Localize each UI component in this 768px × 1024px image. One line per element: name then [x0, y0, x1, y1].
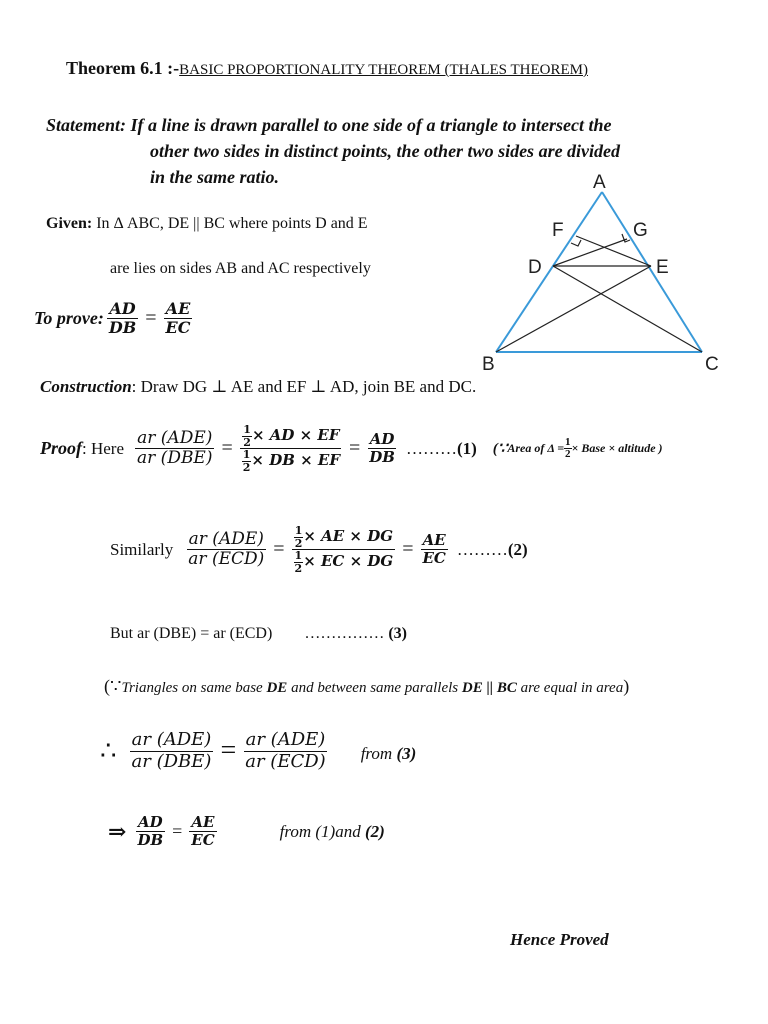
- numerator: AD: [369, 429, 395, 448]
- two: 2: [294, 561, 303, 575]
- half-fraction: [294, 550, 304, 574]
- equation-tag-3: (3): [388, 625, 407, 642]
- conclusion: Hence Proved: [510, 930, 609, 949]
- two: 2: [565, 448, 571, 461]
- numerator: AE: [191, 813, 215, 831]
- proof-label: Proof: [40, 438, 82, 459]
- reason-text: and between same parallels: [287, 680, 462, 696]
- half-fraction: [242, 449, 252, 473]
- reference-note: [280, 822, 385, 842]
- fraction-half-products: [240, 424, 342, 473]
- equation-tag-2: (2): [507, 539, 528, 559]
- label-F: F: [552, 220, 564, 241]
- one: 1: [294, 524, 303, 537]
- equals-sign: =: [221, 437, 233, 460]
- two: 2: [294, 536, 303, 550]
- fraction-area-ratio: [186, 530, 266, 570]
- proof-here: : Here: [82, 438, 125, 458]
- similarly-label: Similarly: [110, 539, 174, 559]
- half-fraction: [242, 424, 252, 448]
- theorem-title: [66, 58, 588, 79]
- reason-text: Area of Δ =: [507, 441, 565, 456]
- from-text: from: [360, 744, 397, 763]
- fraction-right: [189, 814, 216, 850]
- theorem-number: Theorem 6.1 :-: [66, 58, 180, 78]
- numerator: AE: [422, 530, 446, 549]
- triangle-figure: [470, 170, 740, 375]
- fraction-result: [367, 431, 397, 467]
- from-text: from (1)and: [279, 821, 365, 841]
- dots: ……………: [304, 625, 389, 642]
- two: 2: [243, 435, 251, 449]
- denominator: ar (ECD): [188, 549, 265, 570]
- numerator: [292, 525, 395, 550]
- denominator: ar (ECD): [245, 750, 326, 772]
- reason-rest: × Base × altitude ): [571, 441, 663, 456]
- proof-equation-1: [40, 424, 663, 473]
- reference-tag: (3): [396, 744, 417, 763]
- construction-lines: [496, 234, 702, 352]
- equals-sign: =: [402, 538, 414, 561]
- numerator: ar (ADE): [188, 528, 264, 549]
- numerator: AE: [165, 299, 191, 318]
- reference-note: [361, 744, 417, 764]
- implies-symbol: ⇒: [108, 818, 127, 844]
- proof-equation-2: [110, 525, 528, 574]
- construction: [40, 377, 476, 397]
- reason-area-formula: [493, 437, 663, 461]
- given-line2: are lies on sides AB and AC respectively: [110, 260, 371, 277]
- construction-text: : Draw DG ⊥ AE and EF ⊥ AD, join BE and DC.: [131, 377, 477, 396]
- to-prove: [34, 300, 195, 338]
- therefore-symbol: ∴: [100, 736, 117, 766]
- reason-text: Triangles on same base: [121, 680, 267, 696]
- denominator: EC: [165, 318, 191, 338]
- label-C: C: [705, 354, 719, 375]
- product: × AE × DG: [303, 527, 394, 546]
- numerator: [240, 424, 341, 449]
- parallels-de-bc: DE || BC: [461, 680, 517, 696]
- label-B: B: [482, 354, 495, 375]
- equals-sign: =: [349, 437, 361, 460]
- close-paren: ): [623, 676, 630, 696]
- one: 1: [565, 435, 571, 448]
- fraction-area-ratio: [135, 429, 214, 469]
- to-prove-label: To prove:: [34, 308, 104, 329]
- product: × DB × EF: [251, 451, 340, 470]
- dots: ………: [456, 539, 508, 559]
- triangle-outline: [496, 192, 702, 352]
- denominator: ar (DBE): [131, 750, 212, 772]
- denominator: DB: [369, 448, 395, 467]
- fraction-right: [243, 730, 327, 772]
- one: 1: [243, 423, 251, 436]
- equation-tag-1: (1): [456, 438, 477, 458]
- denominator: ar (DBE): [137, 448, 213, 469]
- product: × EC × DG: [303, 552, 394, 571]
- theorem-name: BASIC PROPORTIONALITY THEOREM (THALES THEOREM): [179, 62, 588, 78]
- dots: ………: [405, 438, 457, 458]
- numerator: ar (ADE): [137, 427, 213, 448]
- to-prove-lhs: [107, 300, 138, 338]
- equals-sign: =: [220, 735, 237, 767]
- fraction-result: [420, 532, 447, 568]
- fraction-left: [130, 730, 214, 772]
- fraction-left: [135, 814, 165, 850]
- half-fraction: [564, 437, 572, 461]
- numerator: ar (ADE): [245, 729, 326, 750]
- numerator: AD: [137, 813, 163, 831]
- statement-label: Statement:: [46, 115, 126, 135]
- denominator: EC: [422, 549, 446, 568]
- equals-sign: =: [145, 307, 157, 330]
- one: 1: [294, 549, 303, 563]
- two: 2: [242, 460, 251, 474]
- given-line1: In Δ ABC, DE || BC where points D and E: [96, 215, 368, 232]
- proof-equation-3: [110, 625, 407, 643]
- statement-line3: in the same ratio.: [150, 167, 280, 187]
- because-symbol: (∵: [104, 676, 122, 696]
- denominator: DB: [108, 318, 137, 338]
- to-prove-rhs: [164, 300, 193, 338]
- statement-line1: If a line is drawn parallel to one side of a triangle to intersect the: [130, 115, 612, 135]
- because-symbol: (∵: [492, 441, 508, 458]
- numerator: ar (ADE): [131, 729, 212, 750]
- but-statement: But ar (DBE) = ar (ECD): [110, 625, 273, 642]
- half-fraction: [294, 525, 304, 549]
- implies-equation: [108, 814, 385, 850]
- base-de: DE: [266, 680, 288, 696]
- product: × AD × EF: [251, 426, 340, 445]
- given: [46, 215, 368, 233]
- numerator: AD: [109, 299, 136, 318]
- fraction-half-products: [292, 525, 396, 574]
- denominator: [240, 449, 342, 473]
- one: 1: [242, 448, 251, 462]
- label-A: A: [593, 172, 606, 193]
- construction-label: Construction: [40, 377, 132, 396]
- reference-tag: (2): [364, 821, 385, 841]
- label-G: G: [633, 220, 648, 241]
- denominator: DB: [137, 831, 164, 850]
- denominator: [292, 550, 396, 574]
- reason-equal-areas: [104, 676, 629, 697]
- equals-sign: =: [273, 538, 285, 561]
- denominator: EC: [191, 831, 215, 850]
- reason-text: are equal in area: [516, 680, 624, 696]
- equals-sign: =: [172, 821, 183, 842]
- label-D: D: [528, 257, 542, 278]
- label-E: E: [656, 257, 669, 278]
- statement-line2: other two sides in distinct points, the other two sides are divided: [150, 141, 621, 161]
- therefore-equation: [100, 730, 416, 772]
- given-label: Given:: [46, 215, 93, 232]
